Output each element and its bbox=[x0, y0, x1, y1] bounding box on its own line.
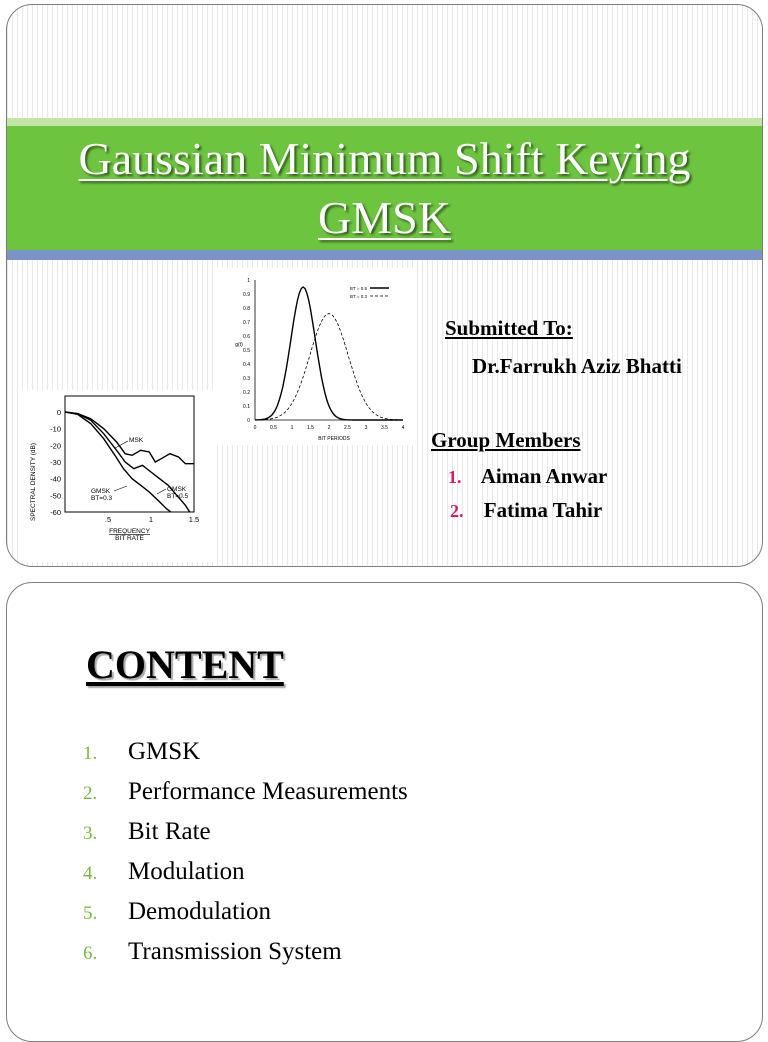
y-tick-label: -40 bbox=[50, 474, 61, 484]
list-item-label: Performance Measurements bbox=[128, 778, 408, 805]
x-tick-label: 4 bbox=[401, 425, 405, 431]
list-item-number: 1. bbox=[83, 743, 98, 764]
x-tick-label: 2 bbox=[327, 425, 331, 431]
list-item-label: Demodulation bbox=[128, 898, 272, 925]
series-label: GMSK bbox=[167, 486, 187, 493]
member-2-name: Fatima Tahir bbox=[483, 498, 603, 522]
y-tick-label: 0 bbox=[247, 418, 250, 424]
y-axis-label: SPECTRAL DENSITY (dB) bbox=[30, 442, 37, 522]
list-item-label: GMSK bbox=[128, 738, 201, 765]
y-tick-label: -60 bbox=[50, 508, 61, 517]
x-tick-label: 1 bbox=[290, 425, 294, 431]
list-item-label: Transmission System bbox=[128, 938, 342, 965]
series-label: MSK bbox=[129, 437, 144, 444]
member-2-number: 2. bbox=[450, 501, 464, 521]
series-line-1 bbox=[255, 287, 403, 420]
member-2 bbox=[450, 498, 602, 523]
y-tick-label: 0 bbox=[56, 408, 61, 417]
y-tick-label: 0.2 bbox=[243, 390, 250, 396]
member-1-name: Aiman Anwar bbox=[480, 464, 608, 488]
series-label: BT=0.5 bbox=[167, 493, 189, 500]
title-slide bbox=[6, 4, 763, 567]
x-axis-label: FREQUENCY bbox=[109, 528, 150, 535]
x-tick-label: 1 bbox=[148, 515, 154, 524]
y-tick-label: 0.4 bbox=[243, 362, 250, 368]
series-label-leader bbox=[157, 489, 166, 494]
content-list bbox=[83, 738, 408, 978]
list-item-label: Modulation bbox=[128, 858, 245, 885]
list-item-number: 2. bbox=[83, 783, 98, 804]
member-1-number: 1. bbox=[448, 467, 462, 487]
y-tick-label: 0.9 bbox=[243, 292, 250, 298]
content-title: CONTENT bbox=[86, 642, 284, 687]
list-item-label: Bit Rate bbox=[128, 818, 211, 845]
x-tick-label: 3.5 bbox=[381, 425, 388, 431]
x-tick-label: 0 bbox=[253, 425, 257, 431]
group-members-label: Group Members bbox=[431, 428, 581, 452]
member-1 bbox=[448, 464, 607, 489]
list-item bbox=[83, 898, 408, 938]
y-tick-label: 0.5 bbox=[243, 348, 250, 354]
y-tick-label: 1 bbox=[247, 278, 250, 284]
series-label: BT=0.3 bbox=[91, 495, 113, 502]
list-item-number: 3. bbox=[83, 823, 98, 844]
legend-label: BT = 0.5 bbox=[349, 286, 367, 291]
list-item bbox=[83, 858, 408, 898]
series-label: GMSK bbox=[91, 488, 111, 495]
y-tick-label: -10 bbox=[50, 424, 61, 434]
slide-title-line-2: GMSK bbox=[318, 192, 451, 243]
list-item-number: 6. bbox=[83, 943, 98, 964]
y-tick-label: 0.8 bbox=[243, 306, 250, 312]
x-tick-label: 1.5 bbox=[307, 425, 314, 431]
list-item bbox=[83, 938, 408, 978]
x-axis-label-2: BIT RATE bbox=[115, 535, 144, 542]
x-tick-label: 1.5 bbox=[188, 515, 200, 524]
title-band-bottom-stripe bbox=[7, 250, 762, 260]
gaussian-pulse-svg bbox=[217, 268, 415, 445]
y-tick-label: 0.1 bbox=[243, 404, 250, 410]
gaussian-pulse-chart bbox=[217, 268, 415, 445]
spectral-density-chart bbox=[19, 390, 215, 562]
y-tick-label: 0.3 bbox=[243, 376, 250, 382]
list-item bbox=[83, 818, 408, 858]
legend-label: BT = 0.3 bbox=[349, 294, 367, 299]
list-item-number: 4. bbox=[83, 863, 98, 884]
list-item bbox=[83, 738, 408, 778]
list-item bbox=[83, 778, 408, 818]
x-tick-label: 2.5 bbox=[344, 425, 351, 431]
y-tick-label: -20 bbox=[50, 441, 61, 451]
y-tick-label: 0.6 bbox=[243, 334, 250, 340]
y-tick-label: -30 bbox=[50, 458, 61, 467]
spectral-density-svg bbox=[19, 390, 215, 562]
y-tick-label: -50 bbox=[50, 491, 61, 501]
series-label-leader bbox=[114, 486, 127, 491]
x-tick-label: 0.5 bbox=[270, 425, 277, 431]
x-axis-label: BIT PERIODS bbox=[318, 436, 350, 442]
slide-title-line-1: Gaussian Minimum Shift Keying bbox=[78, 133, 691, 184]
title-band-top-stripe bbox=[7, 118, 762, 126]
y-axis-label: g(t) bbox=[235, 342, 243, 348]
x-tick-label: .5 bbox=[104, 515, 112, 524]
submitted-to-name: Dr.Farrukh Aziz Bhatti bbox=[472, 354, 682, 378]
list-item-number: 5. bbox=[83, 903, 98, 924]
submitted-to-label: Submitted To: bbox=[445, 316, 573, 340]
x-tick-label: 3 bbox=[364, 425, 368, 431]
content-slide bbox=[6, 582, 763, 1042]
y-tick-label: 0.7 bbox=[243, 320, 250, 326]
